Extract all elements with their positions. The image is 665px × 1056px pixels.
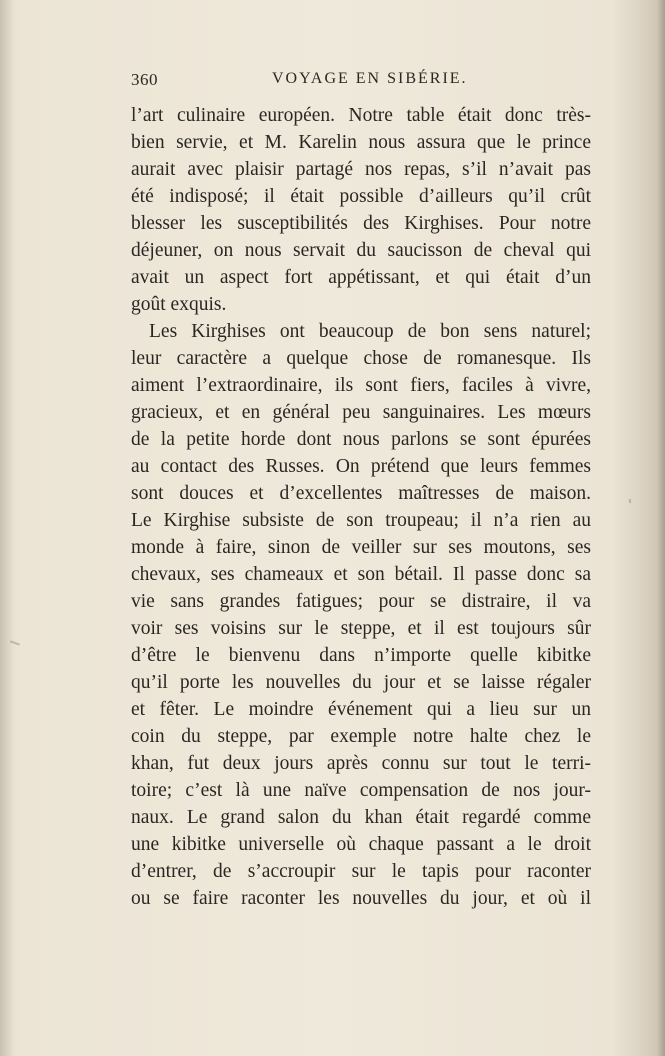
text-line: aurait avec plaisir partagé nos repas, s’il n’avait pas — [131, 159, 591, 180]
running-head: VOYAGE EN SIBÉRIE. — [272, 70, 468, 87]
text-line: ou se faire raconter les nouvelles du jour, et où il — [131, 888, 591, 909]
text-line: qu’il porte les nouvelles du jour et se laisse régaler — [131, 672, 591, 693]
text-line: goût exquis. — [131, 294, 227, 315]
text-line: naux. Le grand salon du khan était regardé comme — [131, 807, 591, 828]
text-line: Les Kirghises ont beaucoup de bon sens naturel; — [149, 321, 591, 342]
text-line: d’entrer, de s’accroupir sur le tapis pour raconter — [131, 861, 591, 882]
text-line: de la petite horde dont nous parlons se sont épurées — [131, 429, 591, 450]
paragraph-1 — [131, 102, 591, 318]
text-line: d’être le bienvenu dans n’importe quelle kibitke — [131, 645, 591, 666]
binding-shadow — [0, 0, 14, 1056]
text-line: aiment l’extraordinaire, ils sont fiers, faciles à vivre, — [131, 375, 591, 396]
text-line: Le Kirghise subsiste de son troupeau; il n’a rien au — [131, 510, 591, 531]
text-line: au contact des Russes. On prétend que leurs femmes — [131, 456, 591, 477]
text-line: gracieux, et en général peu sanguinaires. Les mœurs — [131, 402, 591, 423]
text-line: toire; c’est là une naïve compensation de nos jour- — [131, 780, 591, 801]
page-header — [131, 70, 591, 94]
text-line: l’art culinaire européen. Notre table était donc très- — [131, 105, 591, 126]
body-text — [131, 102, 591, 912]
text-line: avait un aspect fort appétissant, et qui était d’un — [131, 267, 591, 288]
paragraph-2 — [131, 318, 591, 912]
text-line: sont douces et d’excellentes maîtresses de maison. — [131, 483, 591, 504]
text-line: vie sans grandes fatigues; pour se distraire, il va — [131, 591, 591, 612]
text-line: blesser les susceptibilités des Kirghises. Pour notre — [131, 213, 591, 234]
page-number: 360 — [131, 70, 158, 89]
text-line: bien servie, et M. Karelin nous assura que le prince — [131, 132, 591, 153]
text-line: déjeuner, on nous servait du saucisson de cheval qui — [131, 240, 591, 261]
text-line: été indisposé; il était possible d’ailleurs qu’il crût — [131, 186, 591, 207]
paper-blemish — [629, 499, 632, 503]
text-line: leur caractère a quelque chose de romanesque. Ils — [131, 348, 591, 369]
page-edge — [657, 0, 665, 1056]
text-line: une kibitke universelle où chaque passant a le droit — [131, 834, 591, 855]
text-line: monde à faire, sinon de veiller sur ses moutons, ses — [131, 537, 591, 558]
text-line: coin du steppe, par exemple notre halte chez le — [131, 726, 591, 747]
text-line: khan, fut deux jours après connu sur tout le terri- — [131, 753, 591, 774]
text-line: voir ses voisins sur le steppe, et il est toujours sûr — [131, 618, 591, 639]
text-line: chevaux, ses chameaux et son bétail. Il passe donc sa — [131, 564, 591, 585]
text-line: et fêter. Le moindre événement qui a lieu sur un — [131, 699, 591, 720]
